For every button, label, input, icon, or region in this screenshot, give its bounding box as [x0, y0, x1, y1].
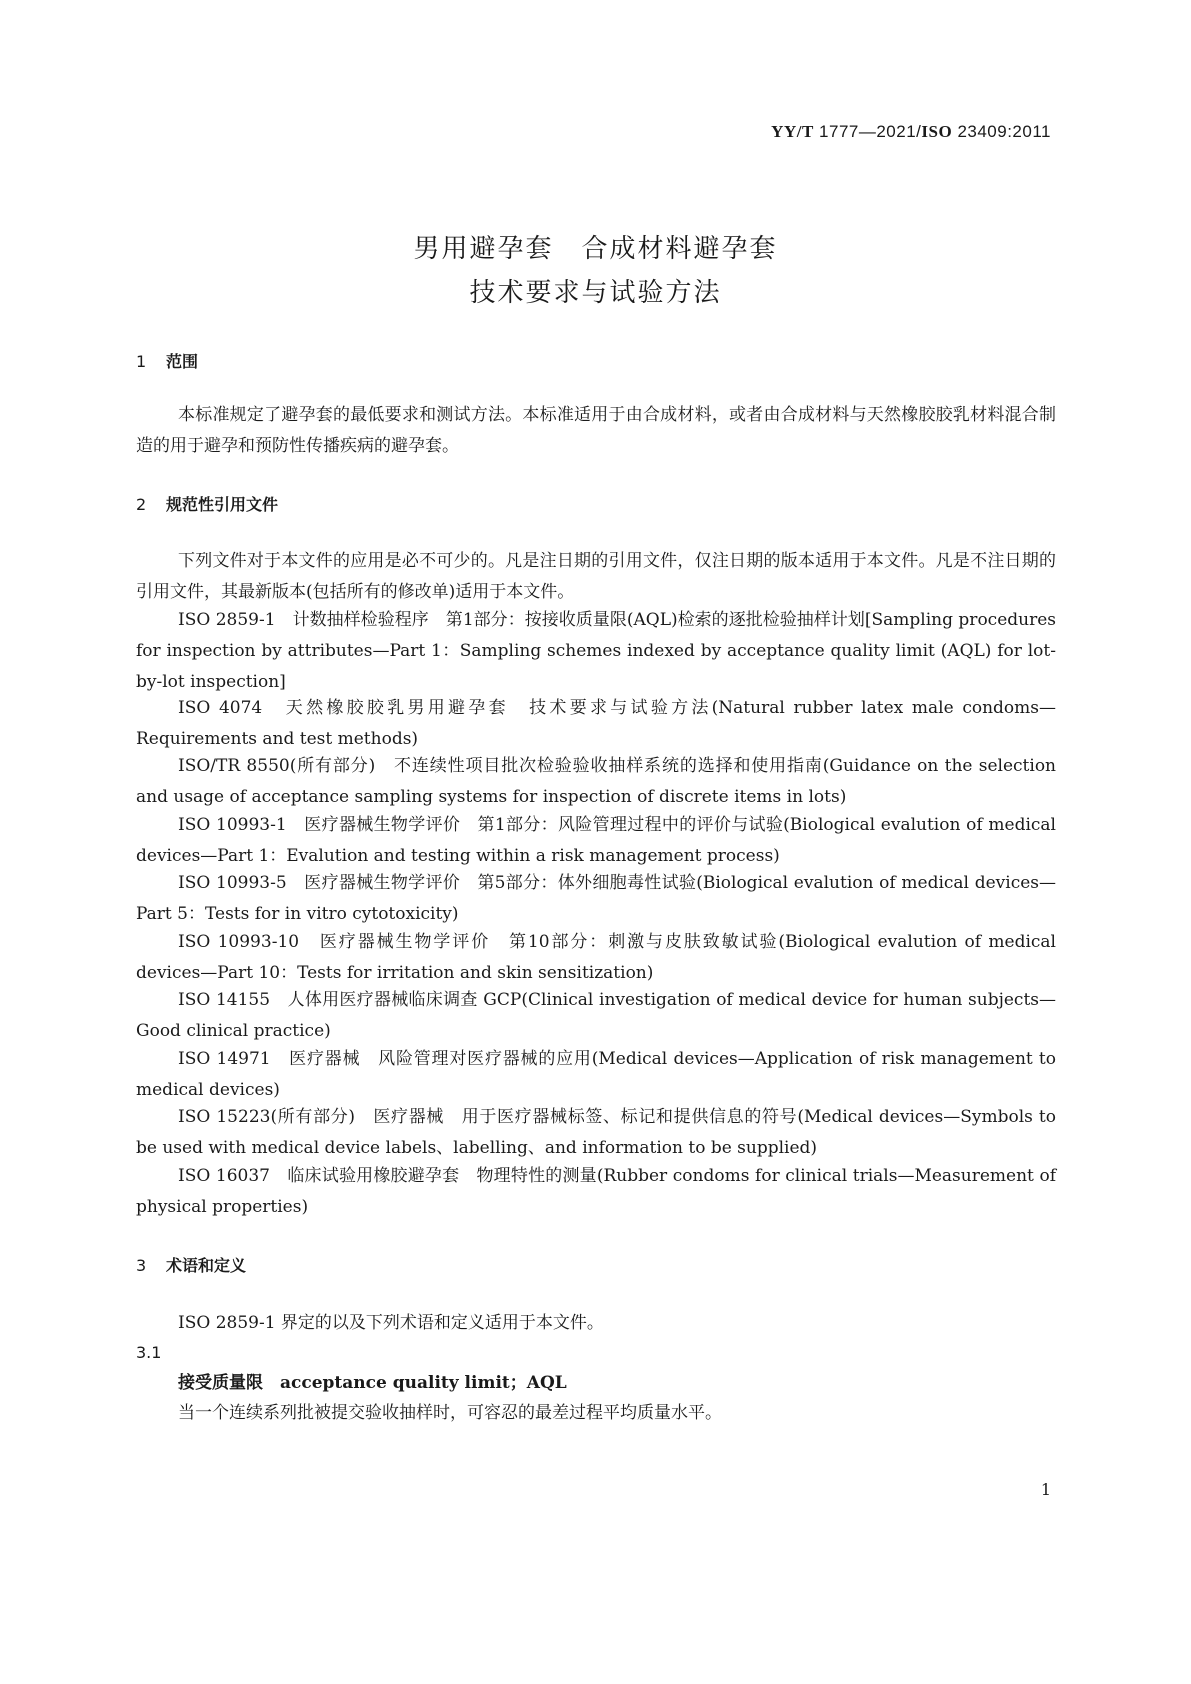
section-3-intro: ISO 2859-1 界定的以及下列术语和定义适用于本文件。 [178, 1313, 604, 1333]
term-definition: 当一个连续系列批被提交验收抽样时，可容忍的最差过程平均质量水平。 [178, 1403, 722, 1423]
section-1-text: 本标准规定了避孕套的最低要求和测试方法。本标准适用于由合成材料，或者由合成材料与天然橡胶胶乳材料混合制造的用于避孕和预防性传播疾病的避孕套。 [136, 405, 1056, 456]
code-suffix: 23409:2011 [957, 122, 1051, 141]
section-2-intro: 下列文件对于本文件的应用是必不可少的。凡是注日期的引用文件，仅注日期的版本适用于本文件。凡是不注日期的引用文件，其最新版本(包括所有的修改单)适用于本文件。 [136, 551, 1056, 602]
section-3-heading [136, 1253, 246, 1276]
standard-code [771, 122, 1051, 142]
reference-item: ISO 10993-5 医疗器械生物学评价 第5部分：体外细胞毒性试验(Biological evalution of medical devices—Part 5：Tests for in vitro cytotoxicity) [136, 873, 1056, 924]
section-title: 范围 [166, 352, 199, 371]
reference-item: ISO 10993-1 医疗器械生物学评价 第1部分：风险管理过程中的评价与试验(Biological evalution of medical devices—Part 1：Evalution and testing within a risk management process) [136, 815, 1056, 866]
reference-item: ISO 15223(所有部分) 医疗器械 用于医疗器械标签、标记和提供信息的符号(Medical devices—Symbols to be used with medical device labels、labelling、and information to be supplied) [136, 1107, 1056, 1158]
reference-item: ISO 2859-1 计数抽样检验程序 第1部分：按接收质量限(AQL)检索的逐批检验抽样计划[Sampling procedures for inspection by attributes—Part 1：Sampling schemes indexed by acceptance quality limit (AQL) for lot-by-lot inspection] [136, 610, 1056, 692]
page-number: 1 [1040, 1480, 1051, 1499]
code-main: 1777—2021/ [819, 122, 922, 141]
section-2-heading [136, 492, 278, 515]
code-iso: ISO [921, 122, 953, 141]
reference-item: ISO 4074 天然橡胶胶乳男用避孕套 技术要求与试验方法(Natural rubber latex male condoms—Requirements and test methods) [136, 698, 1056, 749]
reference-item: ISO 16037 临床试验用橡胶避孕套 物理特性的测量(Rubber condoms for clinical trials—Measurement of physical properties) [136, 1166, 1056, 1217]
document-title-line2: 技术要求与试验方法 [469, 278, 722, 308]
document-title-line1: 男用避孕套 合成材料避孕套 [413, 234, 778, 264]
section-number: 1 [136, 352, 147, 371]
term-name: 接受质量限 acceptance quality limit；AQL [178, 1373, 567, 1393]
section-title: 规范性引用文件 [166, 495, 279, 514]
reference-item: ISO/TR 8550(所有部分) 不连续性项目批次检验验收抽样系统的选择和使用指南(Guidance on the selection and usage of acceptance sampling systems for inspection of discrete items in lots) [136, 756, 1056, 807]
section-number: 2 [136, 495, 147, 514]
reference-item: ISO 14155 人体用医疗器械临床调查 GCP(Clinical investigation of medical device for human subjects—Good clinical practice) [136, 990, 1056, 1041]
section-number: 3 [136, 1256, 147, 1275]
section-1-heading [136, 349, 198, 372]
term-number: 3.1 [136, 1343, 162, 1362]
reference-item: ISO 14971 医疗器械 风险管理对医疗器械的应用(Medical devices—Application of risk management to medical devices) [136, 1049, 1056, 1100]
reference-item: ISO 10993-10 医疗器械生物学评价 第10部分：刺激与皮肤致敏试验(Biological evalution of medical devices—Part 10：Tests for irritation and skin sensitization) [136, 932, 1056, 983]
code-prefix: YY/T [771, 122, 814, 141]
section-title: 术语和定义 [166, 1256, 247, 1275]
